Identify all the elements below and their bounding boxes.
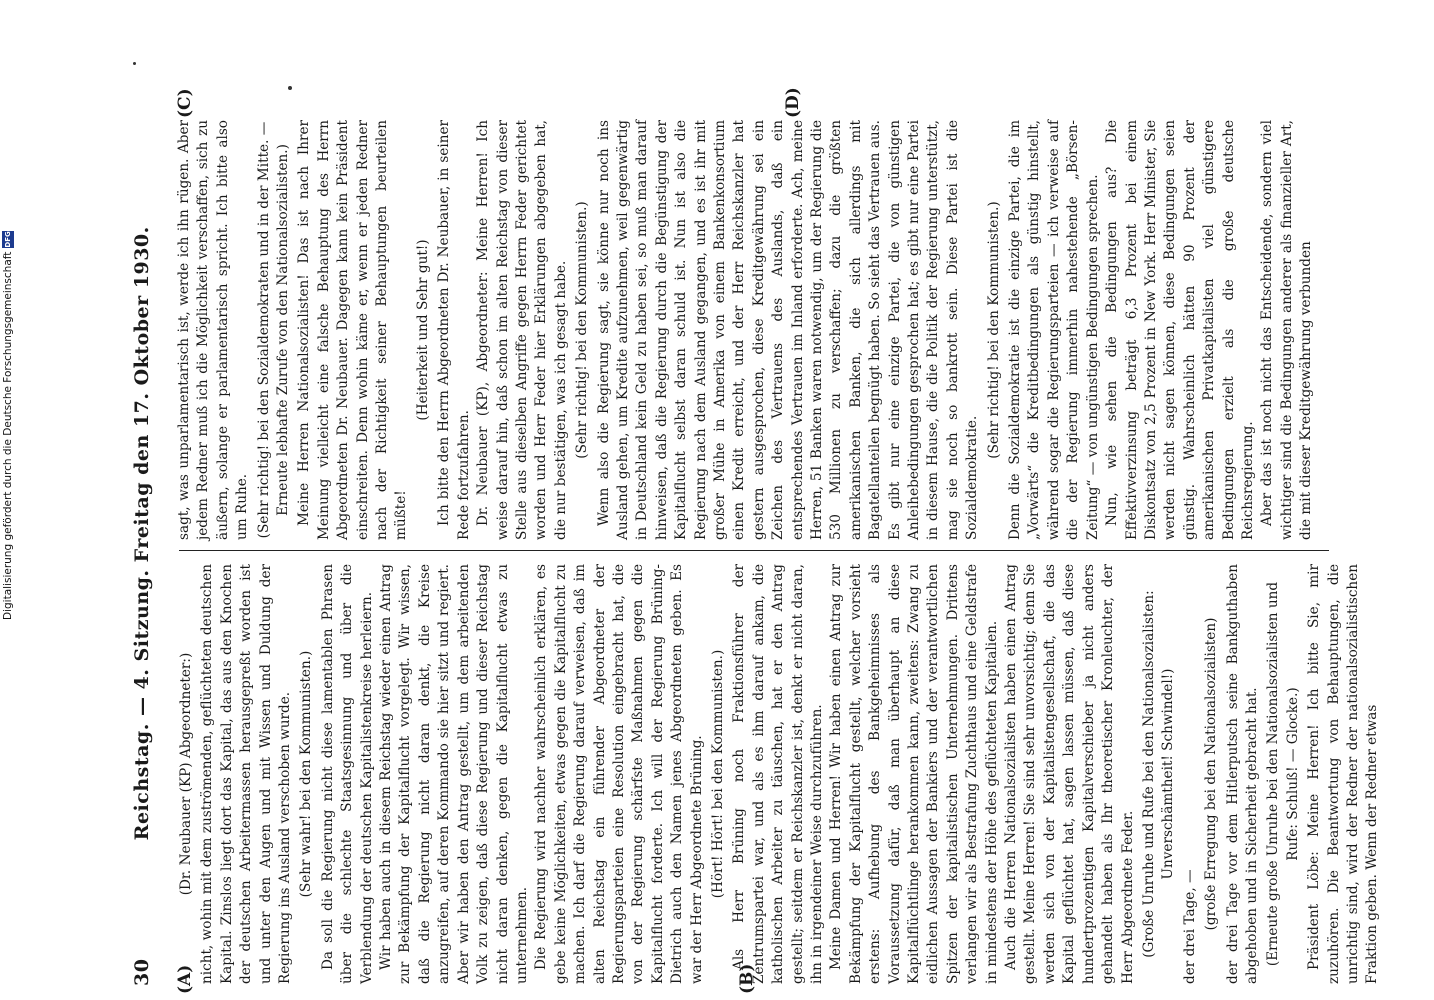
interjection-paragraph: (Große Unruhe und Rufe bei den Nationalsozialisten: Unverschämtheit! Schwindel!) xyxy=(1140,590,1177,958)
interjection-paragraph: (Heiterkeit und Sehr gut!) xyxy=(414,239,431,421)
left-text-column xyxy=(175,564,1381,984)
body-paragraph: Wenn also die Regierung sagt, sie könne nur noch ins Ausland gehen, um Kredite aufzunehmen, weil gegenwärtig in Deutschland kein Geld zu haben sei, so muß man darauf hinweisen, daß die Regierung durch die Begünstigung der Kapitalflucht selbst daran schuld ist. Nun ist also die Regierung nach dem Ausland gegangen, und es ist ihr mit großer Mühe in Amerika von einem Bankenkonsortium einen Kredit erreicht, und der Herr Reichskanzler hat gestern ausgesprochen, diese Kreditgewährung sei ein Zeichen des Vertrauens des Auslands, daß ein entsprechendes Vertrauen im Inland erforderte. Ach, meine Herren, 51 Banken waren notwendig, um der Regierung die 530 Millionen zu verschaffen; dazu die größten amerikanischen Banken, die sich allerdings mit Bagatellanteilen begnügt haben. So sieht das Vertrauen aus. Es gibt nur eine einzige Partei, die von günstigen Anleihebedingungen gesprochen hat; es gibt nur eine Partei in diesem Hause, die die Politik der Regierung unterstützt, mag sie noch so bankrott sein. Diese Partei ist die Sozialdemokratie. xyxy=(595,120,981,540)
rotated-document-page xyxy=(123,87,1383,994)
page-number: 30 xyxy=(131,958,153,986)
body-paragraph: Aber das ist noch nicht das Entscheidende, sondern viel wichtiger sind die Bedingungen anderer als finanzieller Art, die mit dieser Kreditgewährung verbunden xyxy=(1259,120,1315,540)
interjection-paragraph: (Sehr wahr! bei den Kommunisten.) xyxy=(298,650,315,898)
header-title: Reichstag. — 4. Sitzung. Freitag den 17. Oktober 1930. xyxy=(131,226,153,841)
body-paragraph: Dr. Neubauer (KP), Abgeordneter: Meine Herren! Ich weise darauf hin, daß schon im alten Reichstag von dieser Stelle aus dieselben Angriffe gegen Herrn Feder gerichtet worden und Herr Feder hier Erklärungen abgegeben hat, die nur bestätigen, was ich gesagt habe. xyxy=(475,120,569,540)
margin-marker-c: (C) xyxy=(175,88,195,118)
body-paragraph: Als Herr Brüning noch Fraktionsführer der Zentrumspartei war, und als es ihm darauf ankam, die katholischen Arbeiter zu täuschen, hat er den Antrag gestellt; seitdem er Reichskanzler ist, denkt er nicht daran, ihn in irgendeiner Weise durchzuführen. xyxy=(731,564,825,984)
page-header xyxy=(123,102,161,992)
interjection-paragraph: (Sehr richtig! bei den Sozialdemokraten und in der Mitte. — Erneute lebhafte Zurufe von den Nationalsozialisten.) xyxy=(255,121,292,539)
dfg-logo-icon: DFG xyxy=(4,231,12,248)
body-paragraph: Meine Damen und Herren! Wir haben einen Antrag zur Bekämpfung der Kapitalflucht gestellt, welcher vorsieht erstens: Aufhebung des Bankgeheimnisses als Voraussetzung dafür, daß man überhaupt an diese Kapitalflüchtlinge herankommen kann, zweitens: Zwang zu eidlichen Aussagen der Bankiers und der verantwortlichen Spitzen der kapitalistischen Unternehmungen. Drittens verlangen wir als Bestrafung Zuchthaus und eine Geldstrafe in mindestens der Höhe des geflüchteten Kapitalien. xyxy=(828,564,1000,984)
body-paragraph: Auch die Herren Nationalsozialisten haben einen Antrag gestellt. Meine Herren! Sie sind sehr unvorsichtig; denn Sie werden sich von der Kapitalistengesellschaft, die das Kapital geflüchtet hat, sagen lassen müssen, daß diese hundertprozentigen Kapitalverschieber ja nicht anders gehandelt haben als Ihr theoretischer Kronleuchter, der Herr Abgeordnete Feder. xyxy=(1003,564,1136,984)
body-paragraph: Meine Herren Nationalsozialisten! Das ist nach Ihrer Meinung vielleicht eine falsche Behauptung des Herrn Abgeordneten Dr. Neubauer. Dagegen kann kein Präsident einschreiten. Denn wohin käme er, wenn er jeden Redner nach der Richtigkeit seiner Behauptungen beurteilen müßte! xyxy=(296,120,410,540)
margin-marker-a: (A) xyxy=(175,964,195,994)
interjection-paragraph: (große Erregung bei den Nationalsozialisten) xyxy=(1203,617,1220,931)
body-paragraph: Wir haben auch in diesem Reichstag wieder einen Antrag zur Bekämpfung der Kapitalflucht vorgelegt. Wir wissen, daß die Regierung nicht daran denkt, die Kreise anzugreifen, auf deren Kommando sie hier sitzt und regiert. Aber wir haben den Antrag gestellt, um dem arbeitenden Volk zu zeigen, daß diese Regierung und dieser Reichstag nicht daran denken, gegen die Kapitalflucht etwas zu unternehmen. xyxy=(378,564,530,984)
interjection-paragraph: (Dr. Neubauer (KP) Abgeordneter:) xyxy=(178,652,194,896)
body-paragraph: Ich bitte den Herrn Abgeordneten Dr. Neubauer, in seiner Rede fortzufahren. xyxy=(436,120,472,540)
column-divider xyxy=(179,550,1329,551)
interjection-paragraph: (Erneute große Unruhe bei den Nationalsozialisten und Rufe: Schluß! — Glocke.) xyxy=(1265,581,1301,967)
scan-speck xyxy=(288,86,292,90)
interjection-paragraph: (Sehr richtig! bei den Kommunisten.) xyxy=(985,201,1002,459)
body-paragraph: sagt, was unparlamentarisch ist, werde ich ihn rügen. Aber jedem Redner muß ich die Möglichkeit verschaffen, sich zu äußern, solange er parlamentarisch spricht. Ich bitte also um Ruhe. xyxy=(176,120,251,540)
body-paragraph: der drei Tage, — xyxy=(1181,869,1198,984)
body-paragraph: nicht, wohin mit dem zuströmenden, geflüchteten deutschen Kapital. Zinslos liegt dort das Kapital, das aus den Knochen der deutschen Arbeitermassen herausgepreßt worden ist und unter den Augen und mit Wissen und Duldung der Regierung ins Ausland verschoben wurde. xyxy=(199,564,294,984)
body-paragraph: Nun, wie sehen die Bedingungen aus? Die Effektivverzinsung beträgt 6,3 Prozent bei einem Diskontsatz von 2,5 Prozent in New York. Herr Minister, Sie werden nicht sagen können, diese Bedingungen seien günstig. Wahrscheinlich hätten 90 Prozent der amerikanischen Privatkapitalisten viel günstigere Bedingungen erzielt als die große deutsche Reichsregierung. xyxy=(1104,120,1256,540)
body-paragraph: der drei Tage vor dem Hitlerputsch seine Bankguthaben abgehoben und in Sicherheit gebracht hat. xyxy=(1224,564,1260,984)
body-paragraph: Präsident Löbe: Meine Herren! Ich bitte Sie, mir zuzuhören. Die Beantwortung von Behauptungen, die unrichtig sind, wird der Redner der nationalsozialistischen Fraktion geben. Wenn der Redner etwas xyxy=(1306,564,1381,984)
body-paragraph: Da soll die Regierung nicht diese lamentablen Phrasen über die schlechte Staatsgesinnung und über die Verblendung der deutschen Kapitalistenkreise herleiern. xyxy=(319,564,375,984)
interjection-paragraph: (Sehr richtig! bei den Kommunisten.) xyxy=(574,201,591,459)
margin-marker-d: (D) xyxy=(783,87,803,118)
footer-credit: Digitalisierung gefördert durch die Deutsche Forschungsgemeinschaft xyxy=(2,251,14,620)
digitization-footer xyxy=(0,231,18,620)
right-text-column xyxy=(175,120,1365,540)
margin-marker-b: (B) xyxy=(737,963,757,994)
interjection-paragraph: (Hört! Hört! bei den Kommunisten.) xyxy=(709,649,726,899)
body-paragraph: Denn die Sozialdemokratie ist die einzige Partei, die im „Vorwärts“ die Kreditbedingungen als günstig hinstellt, während sogar die Regierungsparteien — ich verweise auf die der Regierung immerhin nahestehende „Börsen-Zeitung“ — von ungünstigen Bedingungen sprechen. xyxy=(1007,120,1101,540)
body-paragraph: Die Regierung wird nachher wahrscheinlich erklären, es gebe keine Möglichkeiten, etwas gegen die Kapitalflucht zu machen. Ich darf die Regierung darauf verweisen, daß im alten Reichstag ein führender Abgeordneter der Regierungsparteien eine Resolution eingebracht hat, die von der Regierung schärfste Maßnahmen gegen die Kapitalflucht forderte. Ich will der Regierung Brüning-Dietrich auch den Namen jenes Abgeordneten geben. Es war der Herr Abgeordnete Brüning. xyxy=(533,564,705,984)
scan-speck xyxy=(133,62,136,65)
